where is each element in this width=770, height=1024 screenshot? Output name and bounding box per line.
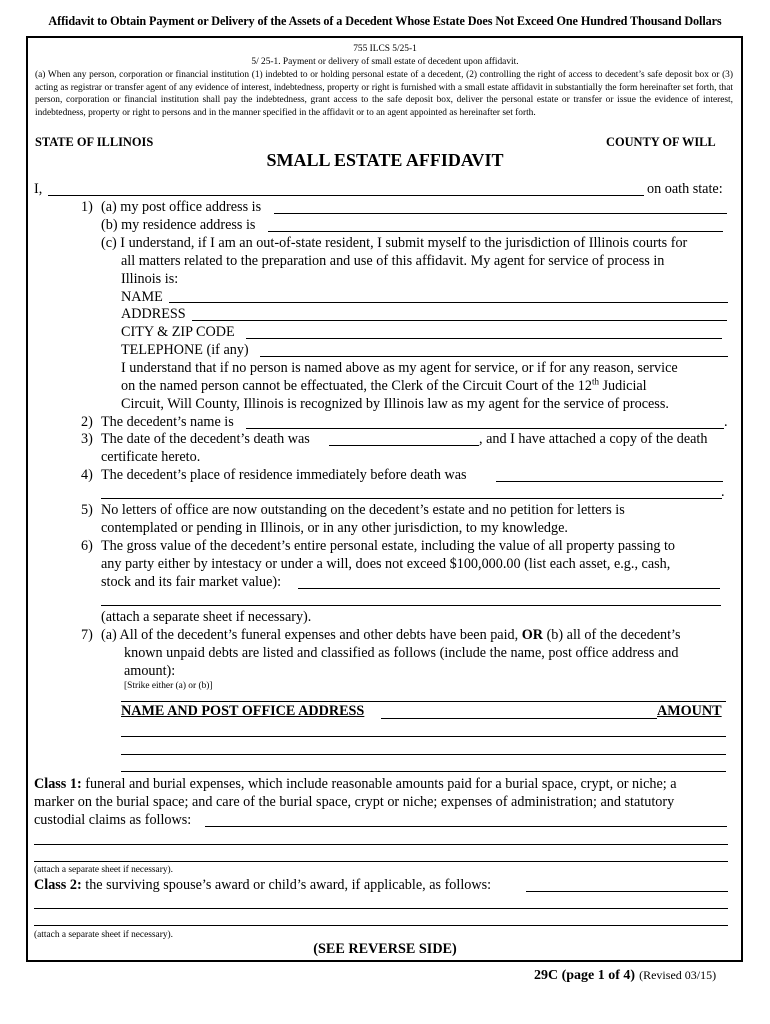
agent-address-label: ADDRESS bbox=[121, 306, 186, 322]
out-of-state-line3: Illinois is: bbox=[121, 271, 179, 287]
agent-telephone-field[interactable] bbox=[260, 356, 728, 357]
item-number: 5) bbox=[81, 502, 93, 518]
class1-line1: Class 1: funeral and burial expenses, which include reasonable amounts paid for a burial space, crypt, or niche; a bbox=[34, 776, 677, 792]
decedent-name-field[interactable] bbox=[246, 428, 724, 429]
item-number: 3) bbox=[81, 431, 93, 447]
table-top-rule bbox=[121, 701, 726, 702]
residence-field[interactable] bbox=[268, 231, 723, 232]
agent-address-field[interactable] bbox=[192, 320, 727, 321]
class1-attach-note: (attach a separate sheet if necessary). bbox=[34, 865, 173, 875]
item-number: 2) bbox=[81, 414, 93, 430]
letters-line1: No letters of office are now outstanding on the decedent’s estate and no petition for letters is bbox=[101, 502, 625, 518]
statute-subtitle: 5/ 25-1. Payment or delivery of small estate of decedent upon affidavit. bbox=[251, 57, 519, 67]
statute-text: (a) When any person, corporation or financial institution (1) indebted to or holding personal estate of a decedent, (2) controlling the right of access to decedent’s safe deposit box or (3) acting as registrar or transfer agent of any evidence of interest, indebtedness, property or right is furnished with a small estate affidavit in substantially the form hereinafter set forth, that person, corporation or financial institution shall pay the indebtedness, grant access to the safe deposit box, deliver the personal estate or transfer or issue the evidence of interest, indebtedness, property or right to persons and in the manner specified in the affidavit or to an agent appointed as hereinafter set forth. bbox=[35, 70, 733, 118]
form-title: SMALL ESTATE AFFIDAVIT bbox=[266, 150, 504, 170]
class2-field-3[interactable] bbox=[34, 925, 728, 926]
agent-note-line2: on the named person cannot be effectuated, the Clerk of the Circuit Court of the 12th Judicial bbox=[121, 376, 647, 394]
class1-field[interactable] bbox=[205, 826, 727, 827]
class2-attach-note: (attach a separate sheet if necessary). bbox=[34, 930, 173, 940]
debts-line1: (a) All of the decedent’s funeral expenses and other debts have been paid, OR (b) all of the decedent’s bbox=[101, 627, 681, 643]
statute-cite: 755 ILCS 5/25-1 bbox=[353, 44, 417, 54]
residence-before-death-field-2[interactable] bbox=[101, 498, 722, 499]
gross-value-line1: The gross value of the decedent’s entire personal estate, including the value of all property passing to bbox=[101, 538, 676, 554]
agent-telephone-label: TELEPHONE (if any) bbox=[121, 342, 249, 358]
affiant-name-field[interactable] bbox=[48, 195, 644, 196]
po-address-label: (a) my post office address is bbox=[101, 199, 262, 215]
residence-before-death-field[interactable] bbox=[496, 481, 723, 482]
county-label: COUNTY OF WILL bbox=[606, 135, 716, 149]
table-header-name: NAME AND POST OFFICE ADDRESS bbox=[121, 703, 365, 719]
debt-row-field[interactable] bbox=[121, 771, 726, 772]
see-reverse-side: (SEE REVERSE SIDE) bbox=[313, 941, 457, 957]
debt-row-field[interactable] bbox=[121, 754, 726, 755]
attach-sheet-note: (attach a separate sheet if necessary). bbox=[101, 609, 312, 625]
state-label: STATE OF ILLINOIS bbox=[35, 135, 154, 149]
debts-line3: amount): bbox=[124, 663, 176, 679]
agent-name-label: NAME bbox=[121, 289, 163, 305]
letters-line2: contemplated or pending in Illinois, or in any other jurisdiction, to my knowledge. bbox=[101, 520, 568, 536]
agent-note-line3: Circuit, Will County, Illinois is recognized by Illinois law as my agent for the service of process. bbox=[121, 396, 669, 412]
document-header: Affidavit to Obtain Payment or Delivery of the Assets of a Decedent Whose Estate Does Not Exceed One Hundred Thousand Dollars bbox=[48, 14, 722, 28]
agent-city-field[interactable] bbox=[246, 338, 722, 339]
class1-field-2[interactable] bbox=[34, 844, 728, 845]
death-date-suffix: , and I have attached a copy of the death bbox=[479, 431, 708, 447]
death-certificate-text: certificate hereto. bbox=[101, 449, 201, 465]
residence-label: (b) my residence address is bbox=[101, 217, 256, 233]
period: . bbox=[724, 414, 728, 430]
item-number: 4) bbox=[81, 467, 93, 483]
assets-field-2[interactable] bbox=[101, 605, 721, 606]
strike-note: [Strike either (a) or (b)] bbox=[124, 681, 213, 691]
page-footer: 29C (page 1 of 4) (Revised 03/15) bbox=[534, 968, 717, 983]
table-header-rule bbox=[381, 718, 657, 719]
class1-line3: custodial claims as follows: bbox=[34, 812, 192, 828]
debt-row-field[interactable] bbox=[121, 736, 726, 737]
decedent-name-label: The decedent’s name is bbox=[101, 414, 234, 430]
agent-name-field[interactable] bbox=[169, 302, 728, 303]
period: . bbox=[721, 484, 725, 500]
death-date-field[interactable] bbox=[329, 445, 479, 446]
class2-line1: Class 2: the surviving spouse’s award or child’s award, if applicable, as follows: bbox=[34, 877, 492, 893]
residence-before-death-label: The decedent’s place of residence immediately before death was bbox=[101, 467, 467, 483]
item-number: 1) bbox=[81, 199, 93, 215]
agent-city-label: CITY & ZIP CODE bbox=[121, 324, 235, 340]
class1-line2: marker on the burial space; and care of the burial space, crypt or niche; expenses of administration; and statutory bbox=[34, 794, 675, 810]
class2-field[interactable] bbox=[526, 891, 728, 892]
class1-field-3[interactable] bbox=[34, 861, 728, 862]
gross-value-line2: any party either by intestacy or under a will, does not exceed $100,000.00 (list each asset, e.g., cash, bbox=[101, 556, 671, 572]
out-of-state-line2: all matters related to the preparation and use of this affidavit. My agent for service of process in bbox=[121, 253, 665, 269]
item-number: 7) bbox=[81, 627, 93, 643]
intro-i: I, bbox=[34, 181, 43, 197]
death-date-label: The date of the decedent’s death was bbox=[101, 431, 310, 447]
assets-field[interactable] bbox=[298, 588, 720, 589]
agent-note-line1: I understand that if no person is named above as my agent for service, or if for any reason, service bbox=[121, 360, 678, 376]
gross-value-line3: stock and its fair market value): bbox=[101, 574, 282, 590]
intro-oath: on oath state: bbox=[647, 181, 723, 197]
debts-line2: known unpaid debts are listed and classified as follows (include the name, post office address and bbox=[124, 645, 679, 661]
class2-field-2[interactable] bbox=[34, 908, 728, 909]
out-of-state-line1: (c) I understand, if I am an out-of-state resident, I submit myself to the jurisdiction of Illinois courts for bbox=[101, 235, 688, 251]
item-number: 6) bbox=[81, 538, 93, 554]
po-address-field[interactable] bbox=[274, 213, 727, 214]
table-header-amount: AMOUNT bbox=[657, 703, 722, 719]
